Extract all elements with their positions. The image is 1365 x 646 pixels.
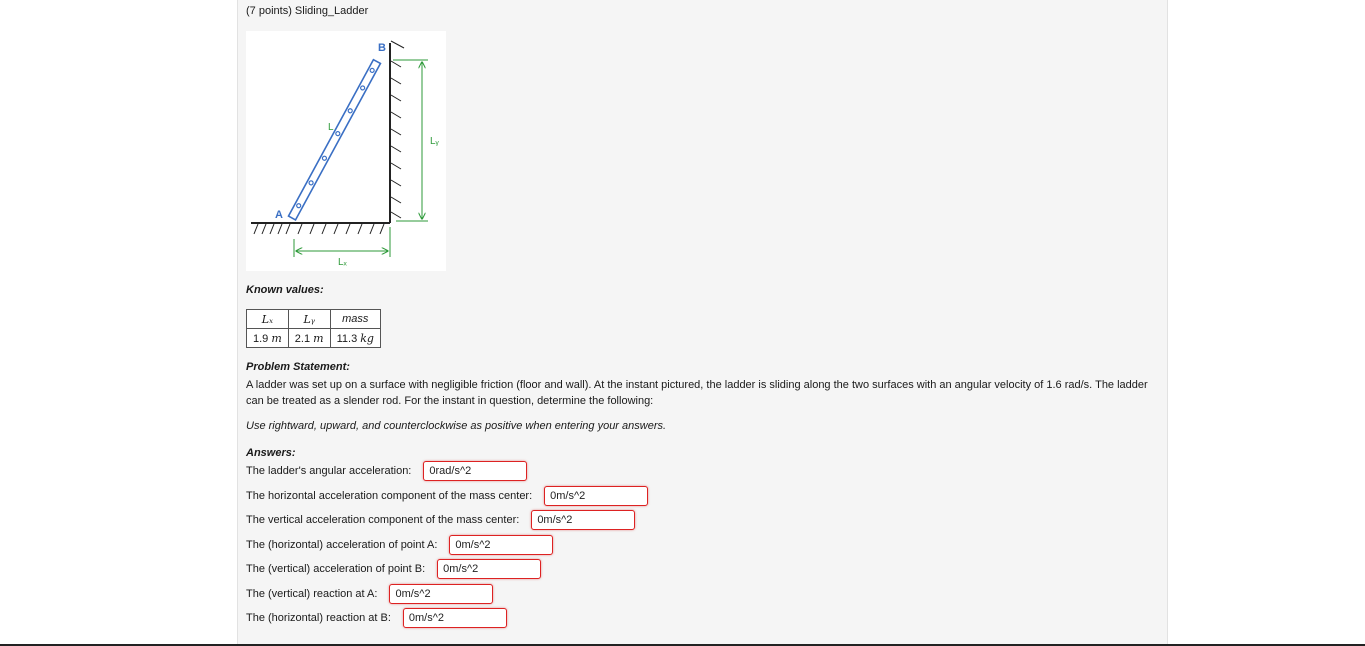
ly-header: Lᵧ [288, 310, 330, 329]
answer-label: The (vertical) reaction at A: [246, 588, 378, 600]
answer-row-reaction-a [246, 584, 493, 604]
ly-unit: m [313, 331, 324, 345]
answer-label: The (vertical) acceleration of point B: [246, 563, 426, 575]
lx-header: Lₓ [247, 310, 289, 329]
mass-center-horizontal-accel-input[interactable] [544, 486, 648, 506]
answer-label: The (horizontal) acceleration of point A: [246, 539, 438, 551]
angular-acceleration-input[interactable] [423, 461, 527, 481]
known-values-row [247, 329, 381, 348]
answer-row-mass-center-horizontal [246, 486, 648, 506]
wall-hatching [391, 41, 404, 218]
answer-row-mass-center-vertical [246, 510, 635, 530]
lx-value: 1.9 [253, 332, 269, 345]
point-a-label: A [275, 209, 283, 221]
ladder [288, 60, 380, 220]
mass-center-vertical-accel-input[interactable] [531, 510, 635, 530]
question-title: (7 points) Sliding_Ladder [246, 5, 369, 17]
answer-label: The horizontal acceleration component of the mass center: [246, 490, 533, 502]
known-values-heading: Known values: [246, 284, 324, 296]
ladder-length-label: L [328, 122, 334, 133]
point-a-accel-input[interactable] [449, 535, 553, 555]
question-panel [237, 0, 1168, 644]
ly-value: 2.1 [294, 332, 311, 345]
ly-value-cell [288, 329, 330, 348]
mass-header: mass [330, 310, 380, 329]
lx-unit: m [271, 331, 282, 345]
known-values-table [246, 309, 381, 348]
ladder-diagram [246, 31, 446, 271]
answer-row-point-b-accel [246, 559, 541, 579]
reaction-b-input[interactable] [403, 608, 507, 628]
answer-label: The ladder's angular acceleration: [246, 465, 412, 477]
answer-row-angular-acceleration [246, 461, 527, 481]
answers-heading: Answers: [246, 447, 296, 459]
known-values-header-row [247, 310, 381, 329]
mass-value: 11.3 [336, 332, 358, 345]
reaction-a-input[interactable] [389, 584, 493, 604]
ladder-diagram-svg [246, 31, 446, 271]
mass-value-cell [330, 329, 380, 348]
answer-label: The (horizontal) reaction at B: [246, 612, 391, 624]
point-b-label: B [378, 42, 386, 54]
answer-label: The vertical acceleration component of the mass center: [246, 514, 520, 526]
ly-dimension-label: Lᵧ [430, 136, 439, 147]
answer-row-point-a-accel [246, 535, 553, 555]
mass-unit: kg [360, 331, 374, 345]
point-b-accel-input[interactable] [437, 559, 541, 579]
problem-statement-text: A ladder was set up on a surface with negligible friction (floor and wall). At the instant pictured, the ladder is sliding along the two surfaces with an angular velocity of 1.6 rad/s. The ladder can be treated as a slender rod. For the instant in question, determine the following: [246, 379, 1148, 407]
problem-statement-heading: Problem Statement: [246, 361, 350, 373]
lx-dimension-label: Lₓ [338, 257, 347, 268]
answer-row-reaction-b [246, 608, 507, 628]
lx-value-cell [247, 329, 289, 348]
floor-hatching [254, 224, 384, 234]
sign-convention-instruction: Use rightward, upward, and counterclockwise as positive when entering your answers. [246, 420, 667, 432]
